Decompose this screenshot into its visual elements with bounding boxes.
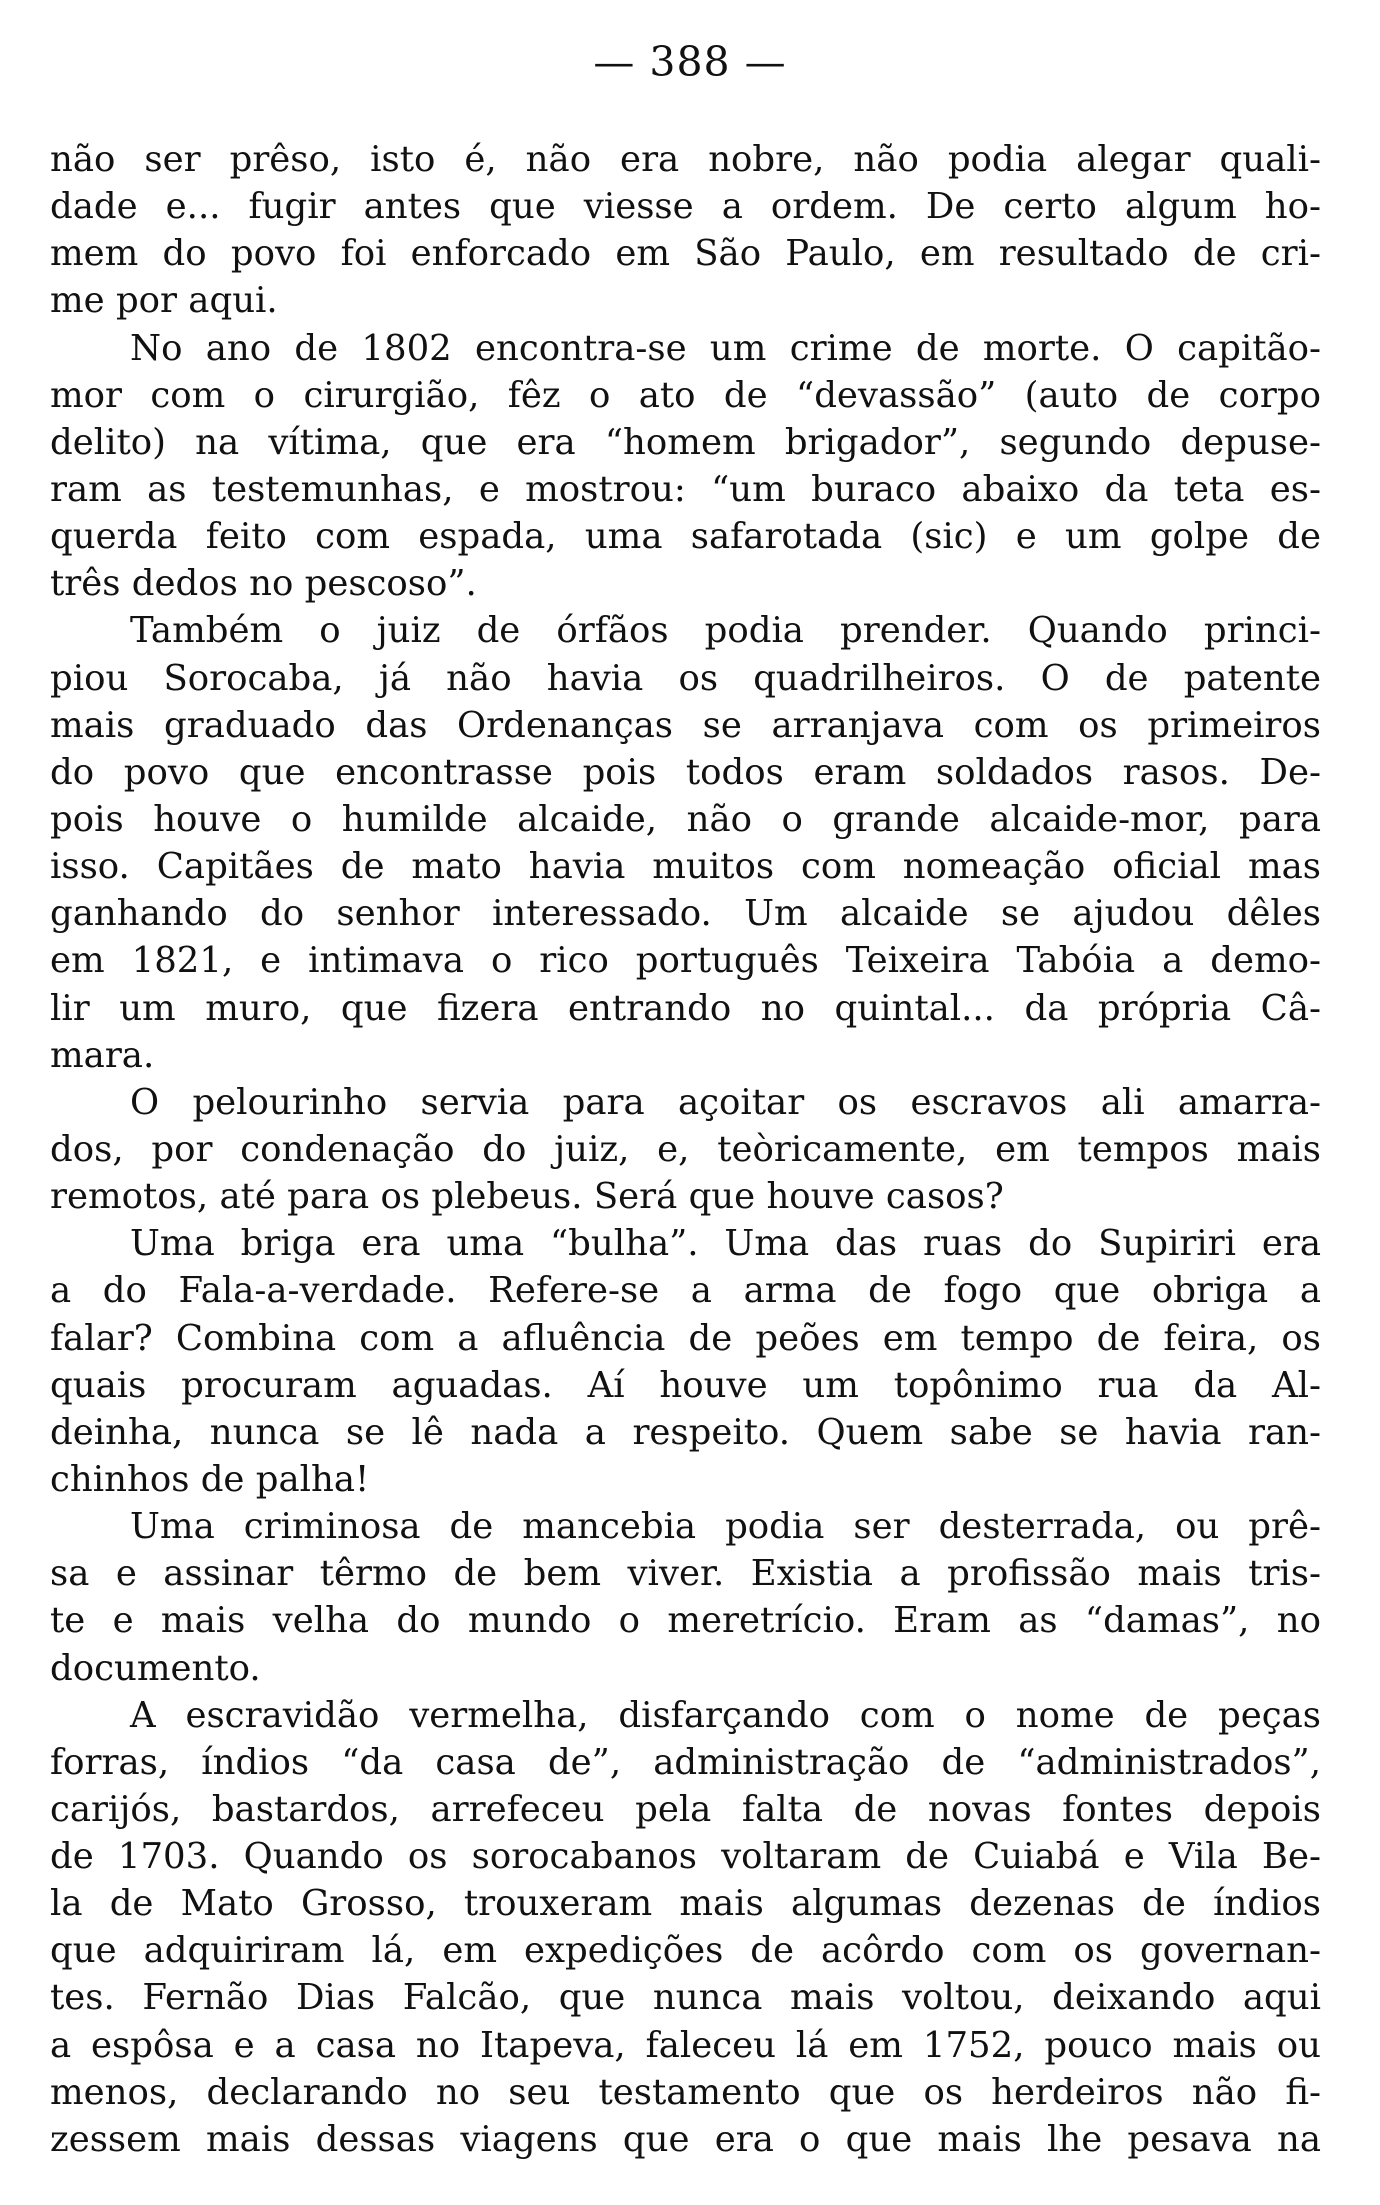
text-line: Uma briga era uma “bulha”. Uma das ruas do Supiriri era: [130, 1223, 1321, 1265]
text-line: ram as testemunhas, e mostrou: “um buraco abaixo da teta es-: [50, 468, 1321, 510]
text-line: Também o juiz de órfãos podia prender. Quando princi-: [130, 610, 1321, 652]
text-line: piou Sorocaba, já não havia os quadrilheiros. O de patente: [50, 657, 1321, 699]
text-line: isso. Capitães de mato havia muitos com nomeação oficial mas: [50, 846, 1321, 888]
text-line: a espôsa e a casa no Itapeva, faleceu lá em 1752, pouco mais ou: [50, 2024, 1321, 2066]
page-number: — 388 —: [593, 38, 787, 86]
text-line: pois houve o humilde alcaide, não o grande alcaide-mor, para: [50, 798, 1321, 840]
text-line: falar? Combina com a afluência de peões em tempo de feira, os: [50, 1317, 1321, 1359]
text-line: mais graduado das Ordenanças se arranjava com os primeiros: [50, 704, 1321, 746]
text-line: a do Fala-a-verdade. Refere-se a arma de fogo que obriga a: [50, 1270, 1321, 1312]
text-line: O pelourinho servia para açoitar os escravos ali amarra-: [130, 1081, 1321, 1123]
text-line: No ano de 1802 encontra-se um crime de morte. O capitão-: [130, 327, 1321, 369]
text-line: menos, declarando no seu testamento que os herdeiros não fi-: [50, 2071, 1321, 2113]
text-line: sa e assinar têrmo de bem viver. Existia a profissão mais tris-: [50, 1553, 1321, 1595]
text-line: deinha, nunca se lê nada a respeito. Quem sabe se havia ran-: [50, 1411, 1321, 1453]
text-line: la de Mato Grosso, trouxeram mais algumas dezenas de índios: [50, 1883, 1321, 1925]
text-line: em 1821, e intimava o rico português Teixeira Tabóia a demo-: [50, 940, 1321, 982]
text-line: ganhando do senhor interessado. Um alcaide se ajudou dêles: [50, 893, 1321, 935]
text-line: de 1703. Quando os sorocabanos voltaram de Cuiabá e Vila Be-: [50, 1836, 1321, 1878]
text-line: mem do povo foi enforcado em São Paulo, em resultado de cri-: [50, 233, 1321, 275]
text-line: mor com o cirurgião, fêz o ato de “devassão” (auto de corpo: [50, 374, 1321, 416]
text-line: lir um muro, que fizera entrando no quintal... da própria Câ-: [50, 987, 1321, 1029]
text-line: me por aqui.: [50, 280, 278, 322]
text-line: forras, índios “da casa de”, administração de “administrados”,: [50, 1741, 1321, 1783]
text-line: delito) na vítima, que era “homem brigador”, segundo depuse-: [50, 421, 1321, 463]
text-line: documento.: [50, 1647, 261, 1689]
text-line: quais procuram aguadas. Aí houve um topônimo rua da Al-: [50, 1364, 1321, 1406]
text-line: querda feito com espada, uma safarotada (sic) e um golpe de: [50, 516, 1321, 558]
text-line: três dedos no pescoso”.: [50, 563, 477, 605]
body-text: [50, 136, 1321, 2163]
text-line: A escravidão vermelha, disfarçando com o nome de peças: [130, 1694, 1321, 1736]
text-line: não ser prêso, isto é, não era nobre, não podia alegar quali-: [50, 139, 1321, 180]
text-line: Uma criminosa de mancebia podia ser desterrada, ou prê-: [130, 1506, 1321, 1548]
text-line: do povo que encontrasse pois todos eram soldados rasos. De-: [50, 751, 1321, 793]
text-line: que adquiriram lá, em expedições de acôrdo com os governan-: [50, 1930, 1321, 1972]
text-line: te e mais velha do mundo o meretrício. Eram as “damas”, no: [50, 1600, 1321, 1642]
text-line: remotos, até para os plebeus. Será que houve casos?: [50, 1176, 1004, 1218]
text-line: mara.: [50, 1034, 155, 1076]
text-line: tes. Fernão Dias Falcão, que nunca mais voltou, deixando aqui: [50, 1977, 1321, 2019]
text-line: zessem mais dessas viagens que era o que mais lhe pesava na: [50, 2118, 1321, 2160]
text-line: dos, por condenação do juiz, e, teòricamente, em tempos mais: [50, 1128, 1321, 1170]
text-line: carijós, bastardos, arrefeceu pela falta de novas fontes depois: [50, 1788, 1321, 1830]
text-line: dade e... fugir antes que viesse a ordem. De certo algum ho-: [50, 186, 1321, 228]
text-line: chinhos de palha!: [50, 1458, 370, 1500]
